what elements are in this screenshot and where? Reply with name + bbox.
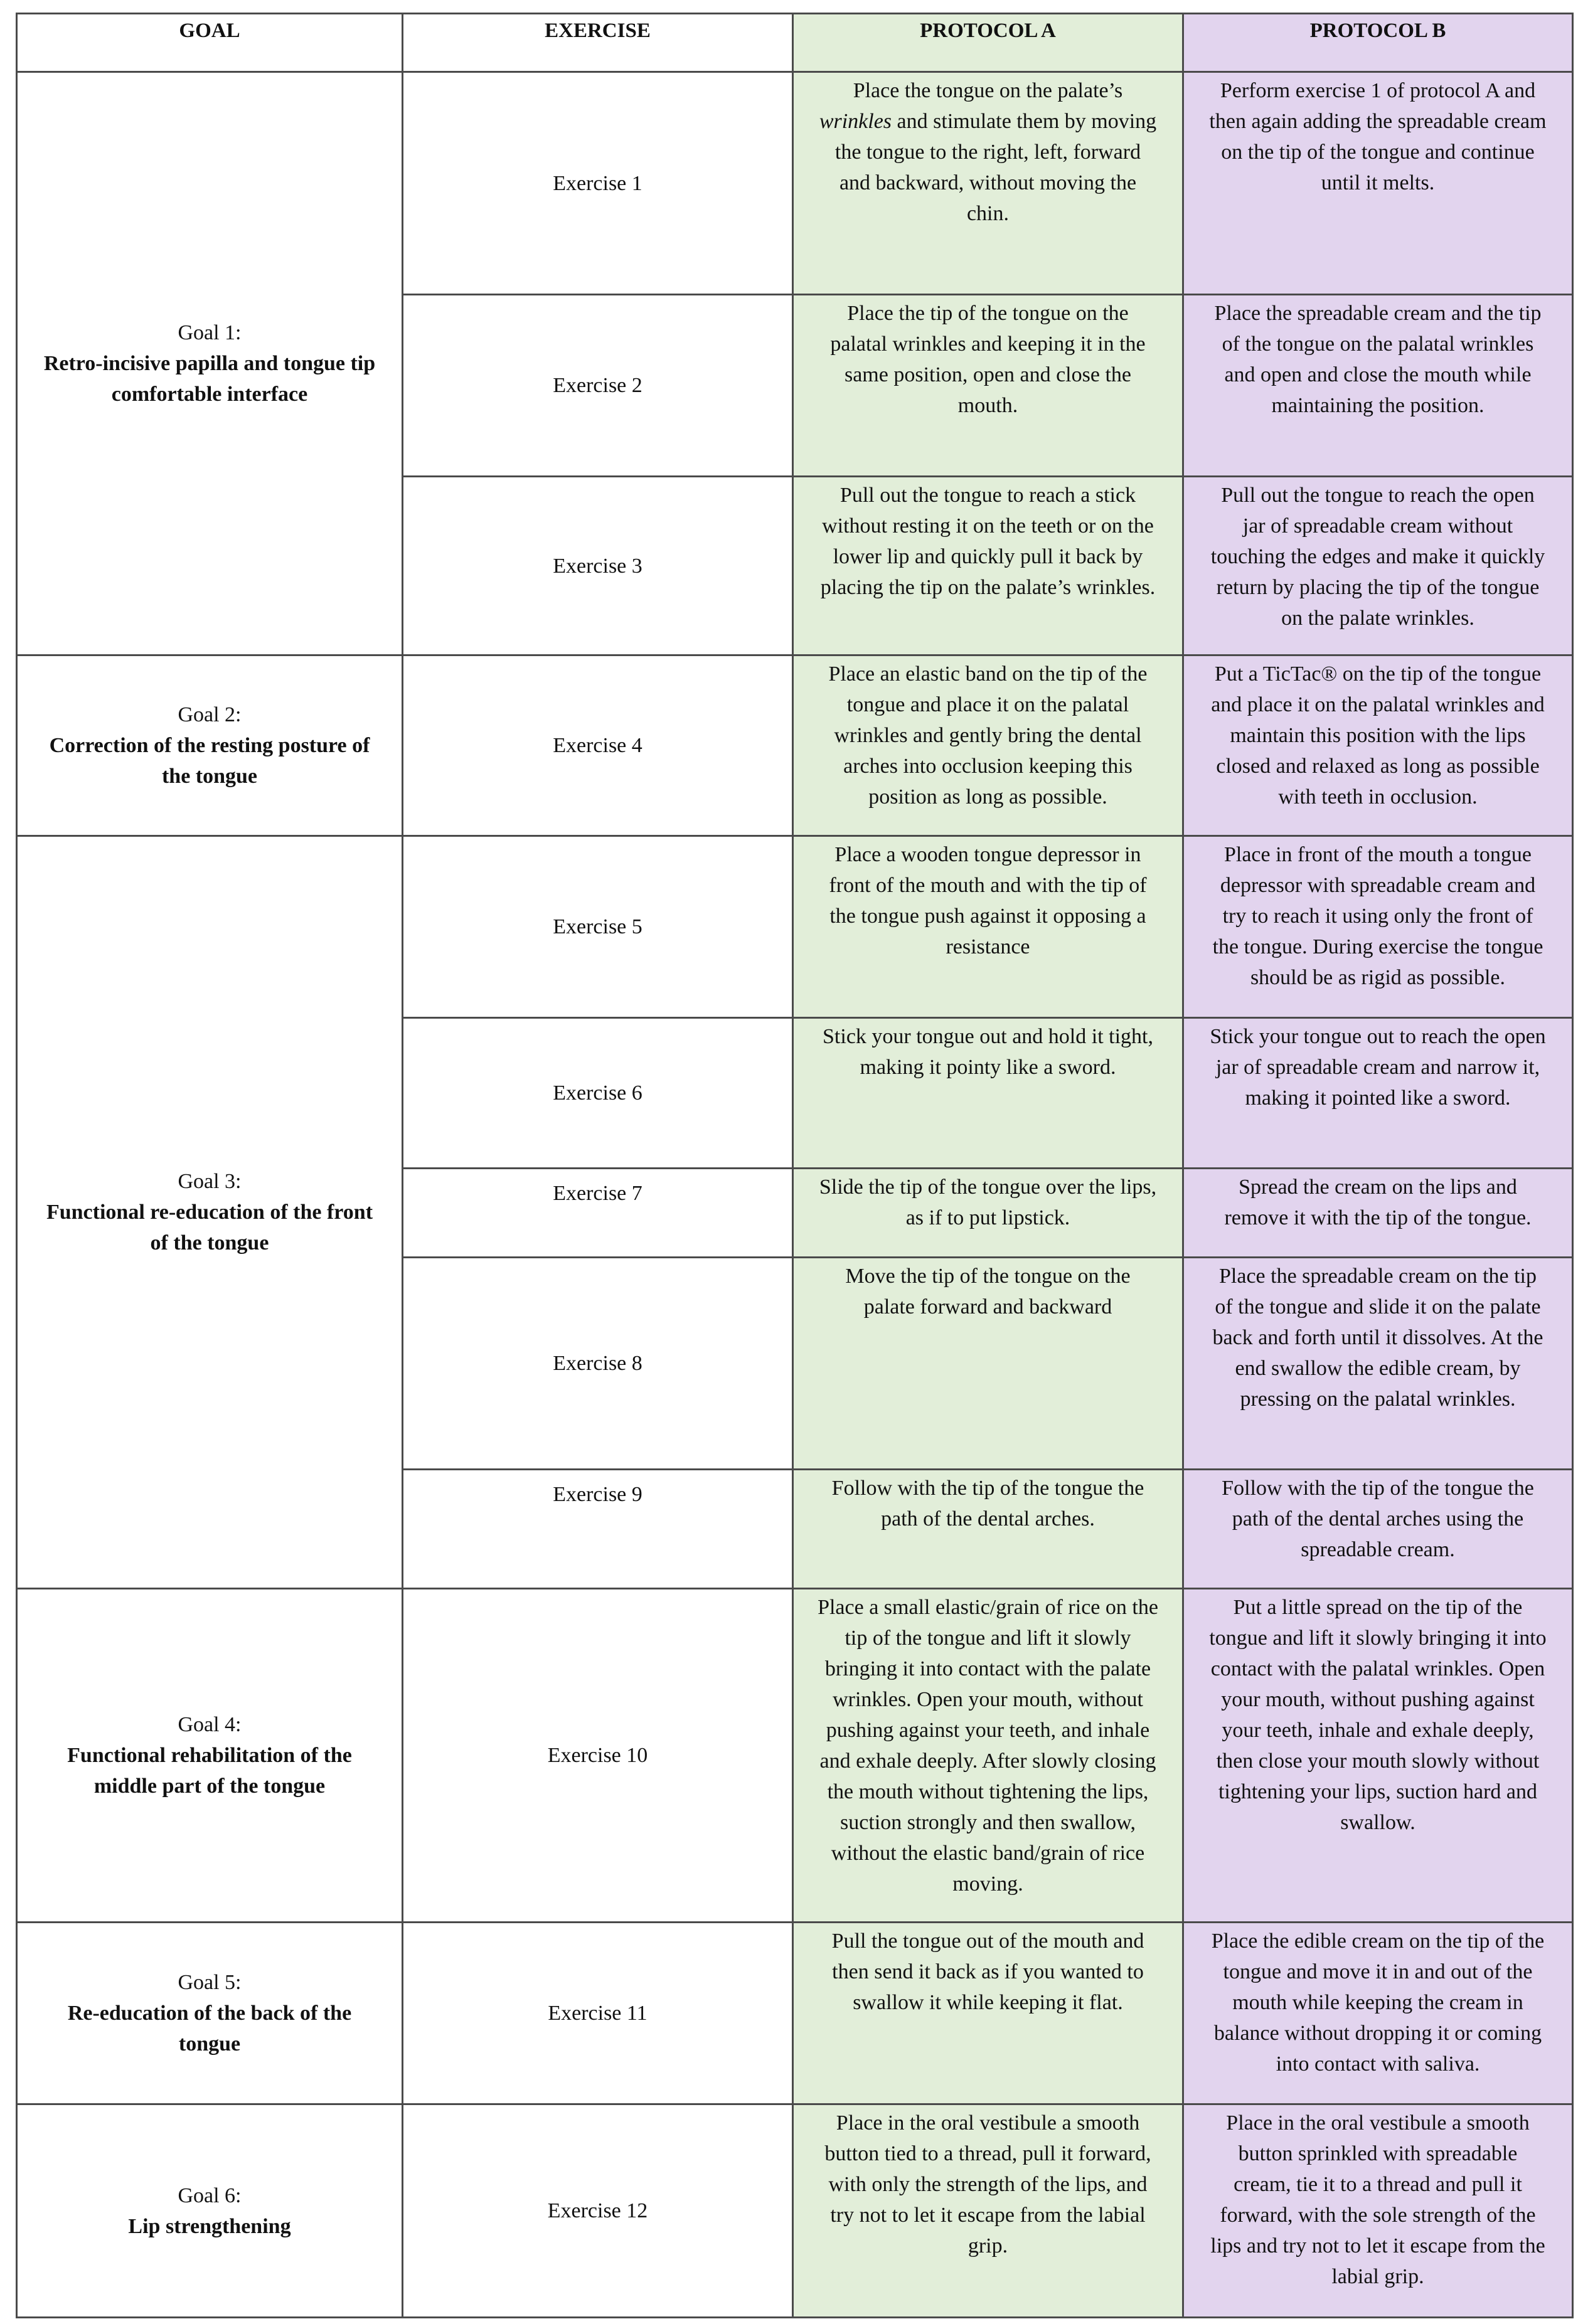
exercise-label: Exercise 2: [553, 374, 642, 397]
exercise-cell: [403, 2104, 793, 2318]
goal-cell: [17, 1589, 403, 1923]
protocol-b-cell: Put a TicTac® on the tip of the tongue and place it on the palatal wrinkles and maintain this position with the lips closed and relaxed as long as possible with teeth in occlusion.: [1183, 655, 1573, 836]
protocol-a-text: and stimulate them by moving the tongue to the right, left, forward and backward, without moving the chin.: [834, 110, 1157, 225]
goal-number: Goal 4:: [178, 1713, 242, 1736]
protocol-b-cell: Place the spreadable cream on the tip of the tongue and slide it on the palate back and forth until it dissolves. At the end swallow the edible cream, by pressing on the palatal wrinkles.: [1183, 1258, 1573, 1470]
protocol-a-cell: Move the tip of the tongue on the palate forward and backward: [793, 1258, 1183, 1470]
exercise-label: Exercise 12: [547, 2199, 648, 2222]
protocol-b-cell: Spread the cream on the lips and remove it with the tip of the tongue.: [1183, 1169, 1573, 1258]
exercise-label: Exercise 4: [553, 734, 642, 757]
exercise-cell: [403, 1923, 793, 2104]
goal-cell: [17, 836, 403, 1589]
exercise-cell: [403, 836, 793, 1018]
protocol-a-cell: Slide the tip of the tongue over the lips, as if to put lipstick.: [793, 1169, 1183, 1258]
protocol-a-cell: Place a wooden tongue depressor in front of the mouth and with the tip of the tongue push against it opposing a resistance: [793, 836, 1183, 1018]
goal-cell: [17, 72, 403, 655]
exercise-cell: [403, 1169, 793, 1258]
protocol-a-cell: Place an elastic band on the tip of the tongue and place it on the palatal wrinkles and gently bring the dental arches into occlusion keeping this position as long as possible.: [793, 655, 1183, 836]
protocol-b-cell: Put a little spread on the tip of the tongue and lift it slowly bringing it into contact with the palatal wrinkles. Open your mouth, without pushing against your teeth, inhale and exhale deeply, then close your mouth slowly without tightening your lips, suction hard and swallow.: [1183, 1589, 1573, 1923]
goal-number: Goal 3:: [178, 1170, 242, 1193]
exercise-cell: [403, 1470, 793, 1589]
table-row: [17, 1923, 1573, 2104]
goal-description: Correction of the resting posture of the tongue: [49, 734, 370, 788]
goal-description: Retro-incisive papilla and tongue tip comfortable interface: [43, 352, 376, 406]
protocol-b-cell: Place in front of the mouth a tongue depressor with spreadable cream and try to reach it using only the front of the tongue. During exercise the tongue should be as rigid as possible.: [1183, 836, 1573, 1018]
protocol-a-cell: Stick your tongue out and hold it tight, making it pointy like a sword.: [793, 1018, 1183, 1169]
header-row: [17, 14, 1573, 72]
goal-number: Goal 5:: [178, 1971, 242, 1994]
exercise-label: Exercise 6: [553, 1081, 642, 1105]
protocol-b-cell: Perform exercise 1 of protocol A and then again adding the spreadable cream on the tip of the tongue and continue until it melts.: [1183, 72, 1573, 295]
protocol-a-cell: Pull the tongue out of the mouth and then send it back as if you wanted to swallow it while keeping it flat.: [793, 1923, 1183, 2104]
goal-cell: [17, 1923, 403, 2104]
exercise-cell: [403, 477, 793, 655]
exercise-cell: [403, 1258, 793, 1470]
protocol-b-cell: Place the spreadable cream and the tip of the tongue on the palatal wrinkles and open and close the mouth while maintaining the position.: [1183, 295, 1573, 477]
exercise-label: Exercise 11: [548, 2002, 648, 2025]
goal-cell: [17, 655, 403, 836]
protocol-a-cell: Place in the oral vestibule a smooth button tied to a thread, pull it forward, with only the strength of the lips, and try not to let it escape from the labial grip.: [793, 2104, 1183, 2318]
exercise-label: Exercise 9: [553, 1483, 642, 1506]
exercise-label: Exercise 10: [547, 1744, 648, 1767]
table-row: [17, 1589, 1573, 1923]
goal-description: Functional rehabilitation of the middle part of the tongue: [67, 1744, 352, 1798]
protocol-a-cell: Follow with the tip of the tongue the path of the dental arches.: [793, 1470, 1183, 1589]
exercise-label: Exercise 3: [553, 554, 642, 578]
protocol-b-cell: Stick your tongue out to reach the open jar of spreadable cream and narrow it, making it pointed like a sword.: [1183, 1018, 1573, 1169]
header-protocol-b: PROTOCOL B: [1183, 14, 1573, 72]
protocol-a-cell: Place the tip of the tongue on the palatal wrinkles and keeping it in the same position, open and close the mouth.: [793, 295, 1183, 477]
table-row: [17, 72, 1573, 295]
header-goal: GOAL: [17, 14, 403, 72]
exercise-label: Exercise 7: [553, 1182, 642, 1205]
exercise-cell: [403, 1589, 793, 1923]
goal-cell: [17, 2104, 403, 2318]
goal-description: Re-education of the back of the tongue: [67, 2002, 352, 2056]
table-row: [17, 655, 1573, 836]
table-row: [17, 2104, 1573, 2318]
protocol-b-cell: Follow with the tip of the tongue the path of the dental arches using the spreadable cream.: [1183, 1470, 1573, 1589]
exercise-cell: [403, 295, 793, 477]
exercise-label: Exercise 5: [553, 915, 642, 938]
protocol-b-cell: Pull out the tongue to reach the open jar of spreadable cream without touching the edges and make it quickly return by placing the tip of the tongue on the palate wrinkles.: [1183, 477, 1573, 655]
protocol-a-cell: Place a small elastic/grain of rice on the tip of the tongue and lift it slowly bringing it into contact with the palate wrinkles. Open your mouth, without pushing against your teeth, and inhale and exhale deeply. After slowly closing the mouth without tightening the lips, suction strongly and then swallow, without the elastic band/grain of rice moving.: [793, 1589, 1183, 1923]
protocol-b-cell: Place the edible cream on the tip of the tongue and move it in and out of the mouth while keeping the cream in balance without dropping it or coming into contact with saliva.: [1183, 1923, 1573, 2104]
goal-number: Goal 6:: [178, 2183, 242, 2207]
protocol-a-emphasis: wrinkles: [819, 110, 892, 133]
protocol-a-cell: [793, 72, 1183, 295]
header-protocol-a: PROTOCOL A: [793, 14, 1183, 72]
exercise-label: Exercise 1: [553, 171, 642, 195]
exercise-cell: [403, 72, 793, 295]
protocol-b-cell: Place in the oral vestibule a smooth button sprinkled with spreadable cream, tie it to a thread and pull it forward, with the sole strength of the lips and try not to let it escape from the labial grip.: [1183, 2104, 1573, 2318]
goal-description: Functional re-education of the front of the tongue: [46, 1201, 373, 1255]
goal-number: Goal 1:: [178, 321, 242, 344]
protocol-a-text: Place the tongue on the palate’s: [853, 79, 1123, 102]
protocol-a-cell: Pull out the tongue to reach a stick without resting it on the teeth or on the lower lip and quickly pull it back by placing the tip on the palate’s wrinkles.: [793, 477, 1183, 655]
exercise-cell: [403, 1018, 793, 1169]
goal-description: Lip strengthening: [128, 2214, 291, 2238]
goal-number: Goal 2:: [178, 703, 242, 726]
header-exercise: EXERCISE: [403, 14, 793, 72]
exercise-cell: [403, 655, 793, 836]
exercise-label: Exercise 8: [553, 1352, 642, 1375]
exercise-protocol-table: [16, 13, 1574, 2318]
table-row: [17, 836, 1573, 1018]
